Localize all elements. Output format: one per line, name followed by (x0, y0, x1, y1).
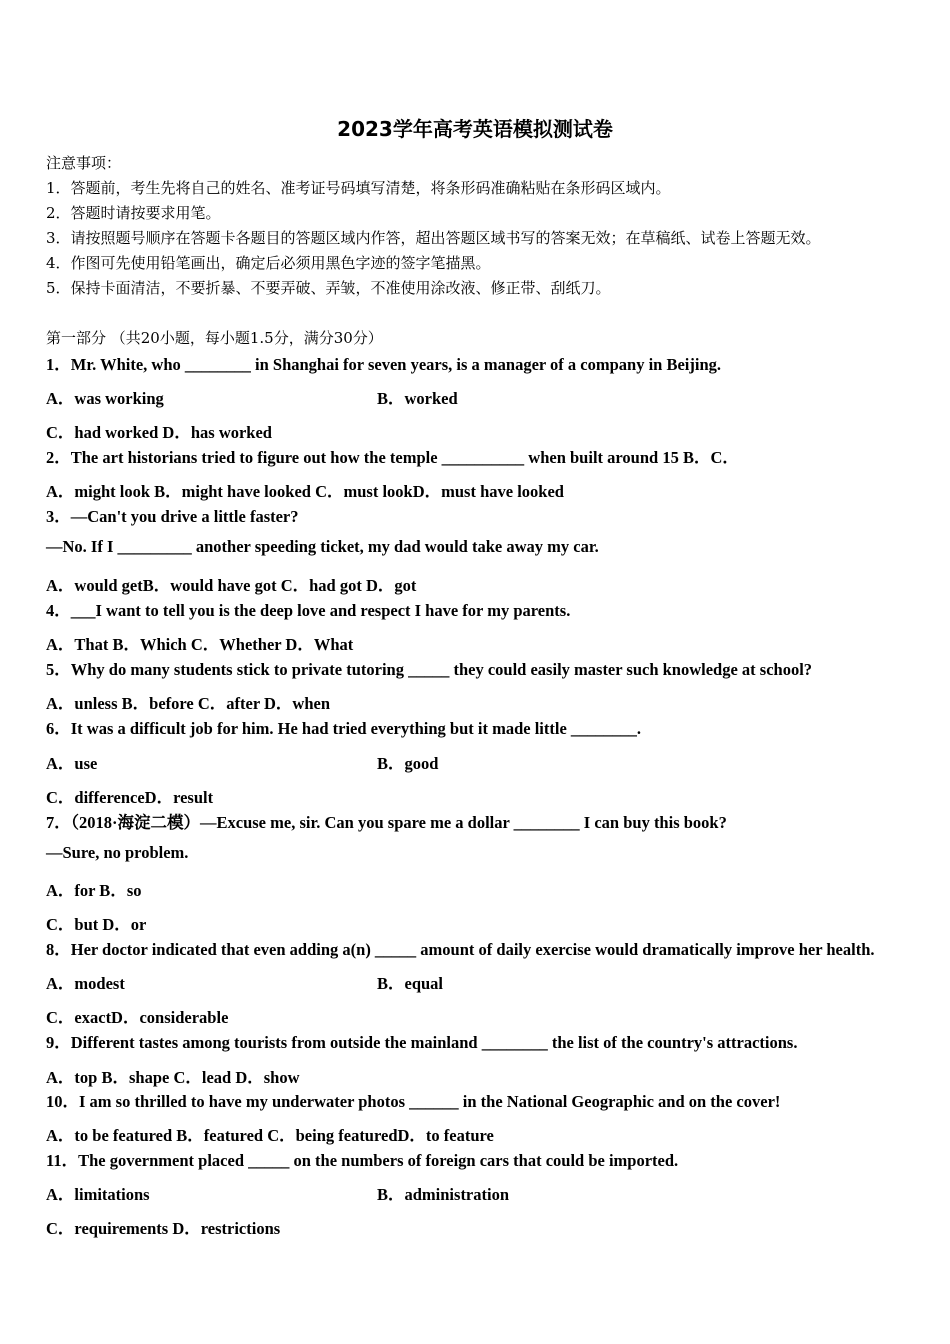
note-item: 1．答题前，考生先将自己的姓名、准考证号码填写清楚，将条形码准确粘贴在条形码区域内。 (46, 179, 671, 197)
dialog-line: —No. If I _________ another speeding ticket, my dad would take away my car. (46, 537, 599, 556)
note-item: 5．保持卡面清洁，不要折暴、不要弄破、弄皱，不准使用涂改液、修正带、刮纸刀。 (46, 279, 611, 297)
question-stem: 1．Mr. White, who ________ in Shanghai for seven years, is a manager of a company in Beijing. (46, 355, 722, 374)
note-item: 3．请按照题号顺序在答题卡各题目的答题区域内作答，超出答题区域书写的答案无效；在草稿纸、试卷上答题无效。 (46, 229, 821, 247)
option-line: A．to be featured B．featured C．being featuredD．to feature (46, 1126, 494, 1145)
option-line: A．That B．Which C．Whether D．What (46, 635, 354, 654)
option-a: A．modest (46, 974, 125, 993)
dialog-line: —Sure, no problem. (46, 843, 189, 862)
option-b: B．worked (377, 389, 458, 408)
page-title: 2023学年高考英语模拟测试卷 (337, 117, 613, 141)
question-stem: 4．___I want to tell you is the deep love and respect I have for my parents. (46, 601, 571, 620)
option-a: A．was working (46, 389, 164, 408)
option-b: B．good (377, 754, 439, 773)
option-line: A．for B．so (46, 881, 142, 900)
question-stem: 11．The government placed _____ on the numbers of foreign cars that could be imported. (46, 1151, 679, 1170)
option-b: B．administration (377, 1185, 510, 1204)
option-line: A．unless B．before C．after D．when (46, 694, 331, 713)
option-line: C．had worked D．has worked (46, 423, 272, 442)
question-stem: 7．（2018·海淀二模）—Excuse me, sir. Can you spare me a dollar ________ I can buy this book? (46, 813, 727, 832)
section-heading: 第一部分 （共20小题，每小题1.5分，满分30分） (46, 329, 383, 347)
question-stem: 3．—Can't you drive a little faster? (46, 507, 299, 526)
question-stem: 8．Her doctor indicated that even adding a(n) _____ amount of daily exercise would dramatically improve her health. (46, 940, 875, 959)
option-a: A．use (46, 754, 98, 773)
question-stem: 2．The art historians tried to figure out how the temple __________ when built around 15 B．C． (46, 448, 739, 467)
note-item: 2．答题时请按要求用笔。 (46, 204, 221, 222)
question-stem: 9．Different tastes among tourists from outside the mainland ________ the list of the country's attractions. (46, 1033, 798, 1052)
option-line: A．would getB．would have got C．had got D．got (46, 576, 417, 595)
option-line: C．but D．or (46, 915, 147, 934)
notes-heading: 注意事项： (46, 154, 122, 172)
option-line: C．exactD．considerable (46, 1008, 229, 1027)
option-a: A．limitations (46, 1185, 150, 1204)
question-stem: 5．Why do many students stick to private tutoring _____ they could easily master such knowledge at school? (46, 660, 813, 679)
option-line: A．top B．shape C．lead D．show (46, 1068, 300, 1087)
question-stem: 10．I am so thrilled to have my underwater photos ______ in the National Geographic and on the cover! (46, 1092, 781, 1111)
question-stem: 6．It was a difficult job for him. He had tried everything but it made little ________. (46, 719, 642, 738)
note-item: 4．作图可先使用铅笔画出，确定后必须用黑色字迹的签字笔描黑。 (46, 254, 491, 272)
option-b: B．equal (377, 974, 444, 993)
option-line: A．might look B．might have looked C．must lookD．must have looked (46, 482, 564, 501)
option-line: C．requirements D．restrictions (46, 1219, 281, 1238)
option-line: C．differenceD．result (46, 788, 214, 807)
